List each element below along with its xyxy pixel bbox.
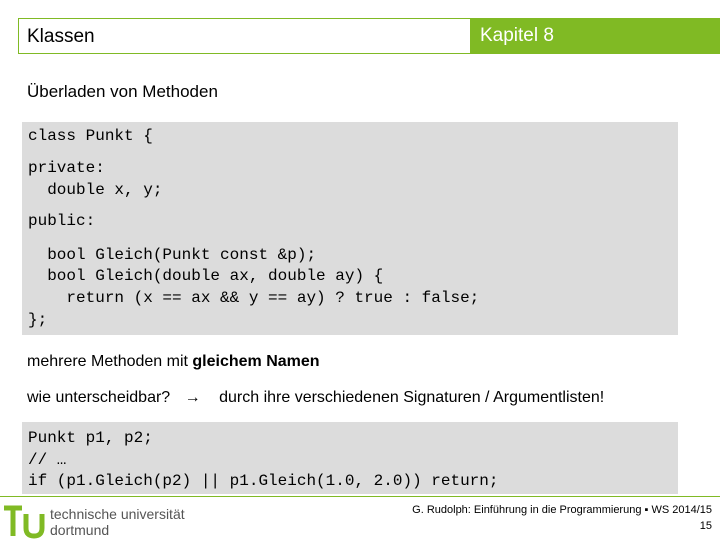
code-line: bool Gleich(double ax, double ay) { [28,267,384,285]
code-line: double x, y; [28,181,163,199]
code-line: class Punkt { [28,127,153,145]
slide-subtitle: Überladen von Methoden [27,82,218,101]
page-number: 15 [699,520,712,532]
code-line: private: [28,159,105,177]
code-line: bool Gleich(Punkt const &p); [28,246,317,264]
footer-credit: G. Rudolph: Einführung in die Programmierung ▪ WS 2014/15 [412,504,712,516]
code-block-class [22,122,678,335]
statement-prefix: mehrere Methoden mit [27,353,193,370]
header-left [18,18,470,54]
code-block-usage [22,422,678,494]
code-line: }; [28,311,48,329]
question-line [27,389,604,407]
chapter-title: Klassen [27,26,95,47]
chapter-number: Kapitel 8 [480,25,554,46]
code-line: Punkt p1, p2; [28,429,153,447]
tu-logo-icon [2,502,48,540]
arrow-icon: → [184,389,201,406]
footer-divider [0,496,720,497]
header-right [470,18,720,54]
code-line: public: [28,212,96,230]
university-logo [0,502,200,540]
question-text: wie unterscheidbar? [27,389,171,406]
logo-line-2: dortmund [50,522,110,538]
statement-bold: gleichem Namen [192,353,320,370]
code-line: if (p1.Gleich(p2) || p1.Gleich(1.0, 2.0)) return; [28,472,499,490]
code-line: // … [28,451,67,469]
code-line: return (x == ax && y == ay) ? true : false; [28,289,480,307]
answer-text: durch ihre verschiedenen Signaturen / Argumentlisten! [219,389,605,406]
overloading-statement [27,353,320,371]
logo-line-1: technische universität [50,506,185,522]
